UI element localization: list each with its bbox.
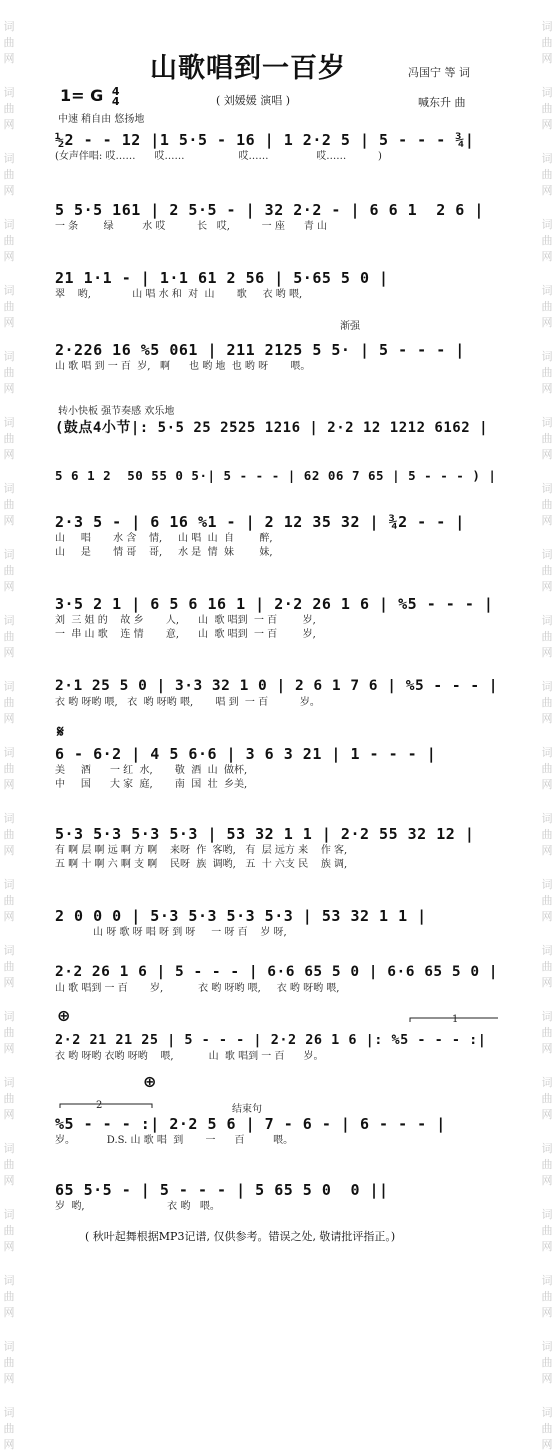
notation-line: 5·3 5·3 5·3 5·3 | 53 32 1 1 | 2·2 55 32 12 |	[55, 825, 475, 843]
lyric-line: 中 国 大 家 庭, 南 国 壮 乡美,	[55, 779, 248, 790]
watermark-glyph: 曲	[3, 1356, 15, 1369]
watermark-glyph: 词	[541, 680, 553, 693]
watermark-glyph: 网	[3, 580, 15, 593]
tempo-marking-2: 转小快板 强节奏感 欢乐地	[58, 406, 175, 417]
score-row	[55, 512, 500, 560]
watermark-glyph: 网	[541, 184, 553, 197]
lyric-line: 一 串 山 歌 连 情 意, 山 歌 唱到 一 百 岁,	[55, 629, 316, 640]
watermark-glyph: 网	[541, 250, 553, 263]
watermark-glyph: 曲	[541, 498, 553, 511]
watermark-glyph: 曲	[541, 1092, 553, 1105]
watermark-glyph: 网	[3, 184, 15, 197]
lyric-line: 刘 三 姐 的 故 乡 人, 山 歌 唱到 一 百 岁,	[55, 615, 316, 626]
watermark-glyph: 网	[3, 1438, 15, 1451]
watermark-glyph: 曲	[541, 432, 553, 445]
notation-line: %5 - - - :| 2·2 5 6 | 7 - 6 - | 6 - - - |	[55, 1115, 446, 1133]
notation-line: 6 - 6·2 | 4 5 6·6 | 3 6 3 21 | 1 - - - |	[55, 745, 437, 763]
lyric-line: (女声伴唱: 哎…… 哎…… 哎…… 哎…… )	[55, 151, 382, 162]
watermark-glyph: 曲	[3, 168, 15, 181]
watermark-glyph: 网	[3, 910, 15, 923]
watermark-glyph: 曲	[3, 1026, 15, 1039]
watermark-glyph: 网	[541, 514, 553, 527]
watermark-glyph: 词	[3, 812, 15, 825]
lyric-line: 五 啊 十 啊 六 啊 支 啊 民呀 族 调哟, 五 十 六支 民 族 调,	[55, 859, 348, 870]
time-top: 4	[111, 84, 120, 98]
watermark-glyph: 网	[3, 1108, 15, 1121]
watermark-glyph: 词	[541, 1274, 553, 1287]
watermark-glyph: 网	[541, 1306, 553, 1319]
watermark-glyph: 词	[3, 1142, 15, 1155]
watermark-glyph: 词	[541, 1076, 553, 1089]
score-row	[55, 1030, 500, 1064]
watermark-glyph: 网	[541, 1042, 553, 1055]
watermark-left	[2, 0, 16, 1452]
watermark-glyph: 曲	[541, 1422, 553, 1435]
notation-line: 5 6 1 2 50 55 0 5·| 5 - - - | 62 06 7 65 | 5 - - - ) |	[55, 468, 497, 483]
watermark-glyph: 网	[3, 52, 15, 65]
key-label: 1= G	[60, 86, 104, 105]
volta-2-label: 2	[96, 1100, 103, 1111]
watermark-glyph: 曲	[3, 498, 15, 511]
watermark-glyph: 词	[541, 1010, 553, 1023]
lyric-line: 翠 哟, 山 唱 水 和 对 山 歌 衣 哟 喂,	[55, 289, 303, 300]
notation-line: 2·2 21 21 25 | 5 - - - | 2·2 26 1 6 |: %5 - - - :|	[55, 1032, 487, 1048]
score-row	[55, 1114, 500, 1148]
notation-line: (鼓点4小节|: 5·5 25 2525 1216 | 2·2 12 1212 6162 |	[55, 420, 489, 436]
watermark-glyph: 曲	[541, 762, 553, 775]
lyric-line: 山 唱 水 含 情, 山 唱 山 自 醉,	[55, 533, 273, 544]
lyric-line: 岁。 D.S. 山 歌 唱 到 一 百 喂。	[55, 1135, 294, 1146]
watermark-glyph: 网	[3, 712, 15, 725]
watermark-glyph: 词	[541, 86, 553, 99]
key-signature	[60, 86, 119, 107]
watermark-glyph: 网	[541, 52, 553, 65]
ending-marking: 结束句	[232, 1104, 262, 1115]
watermark-glyph: 网	[3, 118, 15, 131]
watermark-glyph: 曲	[541, 1158, 553, 1171]
watermark-glyph: 曲	[3, 234, 15, 247]
watermark-glyph: 网	[541, 382, 553, 395]
watermark-glyph: 网	[541, 1240, 553, 1253]
watermark-glyph: 网	[3, 844, 15, 857]
composer-credit: 喊东升 曲	[418, 96, 466, 109]
watermark-glyph: 曲	[541, 102, 553, 115]
watermark-glyph: 词	[3, 1340, 15, 1353]
watermark-glyph: 词	[3, 878, 15, 891]
watermark-glyph: 曲	[3, 1224, 15, 1237]
watermark-glyph: 曲	[541, 960, 553, 973]
score-row	[55, 200, 500, 234]
watermark-glyph: 词	[3, 680, 15, 693]
watermark-glyph: 词	[3, 284, 15, 297]
watermark-glyph: 词	[3, 746, 15, 759]
notation-line: ½2 - - 12 |1 5·5 - 16 | 1 2·2 5 | 5 - - - ¾|	[55, 131, 475, 149]
lyric-line: 山 歌 唱到 一 百 岁, 衣 哟 呀哟 喂, 衣 哟 呀哟 喂,	[55, 983, 340, 994]
lyric-line: 岁 哟, 衣 哟 喂。	[55, 1201, 220, 1212]
watermark-glyph: 词	[3, 1010, 15, 1023]
watermark-glyph: 词	[3, 152, 15, 165]
watermark-glyph: 词	[541, 482, 553, 495]
notation-line: 2·3 5 - | 6 16 %1 - | 2 12 35 32 | ¾2 - - |	[55, 513, 465, 531]
coda-sign-icon-2: ⊕	[143, 1072, 157, 1091]
score-row	[55, 268, 500, 302]
lyric-line: 山 呀 歌 呀 唱 呀 到 呀 一 呀 百 岁 呀,	[55, 927, 287, 938]
watermark-glyph: 网	[541, 778, 553, 791]
notation-line: 65 5·5 - | 5 - - - | 5 65 5 0 0 ||	[55, 1181, 389, 1199]
notation-line: 5 5·5 161 | 2 5·5 - | 32 2·2 - | 6 6 1 2 6 |	[55, 201, 484, 219]
watermark-glyph: 网	[3, 976, 15, 989]
watermark-glyph: 词	[541, 1142, 553, 1155]
score-row	[55, 418, 500, 438]
watermark-glyph: 词	[541, 350, 553, 363]
score-row	[55, 906, 500, 940]
watermark-glyph: 曲	[541, 36, 553, 49]
watermark-glyph: 词	[541, 416, 553, 429]
watermark-glyph: 网	[3, 514, 15, 527]
watermark-glyph: 网	[541, 976, 553, 989]
notation-line: 3·5 2 1 | 6 5 6 16 1 | 2·2 26 1 6 | %5 - - - |	[55, 595, 494, 613]
lyric-line: 山 是 情 哥 哥, 水 是 情 妹 妹,	[55, 547, 273, 558]
crescendo-marking: 渐强	[340, 321, 360, 332]
watermark-glyph: 曲	[3, 1092, 15, 1105]
watermark-glyph: 网	[541, 118, 553, 131]
watermark-glyph: 曲	[541, 828, 553, 841]
watermark-glyph: 网	[541, 646, 553, 659]
watermark-glyph: 词	[3, 1076, 15, 1089]
watermark-glyph: 网	[541, 1438, 553, 1451]
watermark-glyph: 词	[3, 944, 15, 957]
watermark-glyph: 词	[3, 20, 15, 33]
tempo-marking: 中速 稍自由 悠扬地	[58, 114, 145, 125]
score-row	[55, 744, 500, 792]
watermark-glyph: 词	[3, 548, 15, 561]
watermark-glyph: 词	[3, 416, 15, 429]
watermark-glyph: 网	[541, 580, 553, 593]
watermark-glyph: 曲	[3, 432, 15, 445]
watermark-glyph: 网	[541, 712, 553, 725]
watermark-glyph: 曲	[3, 366, 15, 379]
watermark-glyph: 网	[3, 1240, 15, 1253]
notation-line: 2·1 25 5 0 | 3·3 32 1 0 | 2 6 1 7 6 | %5 - - - |	[55, 678, 499, 694]
watermark-glyph: 网	[541, 1108, 553, 1121]
song-title: 山歌唱到一百岁	[150, 53, 346, 84]
watermark-glyph: 曲	[541, 1290, 553, 1303]
watermark-glyph: 词	[3, 1274, 15, 1287]
watermark-glyph: 词	[541, 746, 553, 759]
watermark-glyph: 曲	[541, 234, 553, 247]
notation-line: 2·2 26 1 6 | 5 - - - | 6·6 65 5 0 | 6·6 65 5 0 |	[55, 964, 499, 980]
watermark-glyph: 曲	[3, 102, 15, 115]
watermark-glyph: 词	[541, 1406, 553, 1419]
score-row	[55, 1180, 500, 1214]
watermark-glyph: 网	[541, 448, 553, 461]
lyric-line: 衣 哟 呀哟 衣哟 呀哟 喂, 山 歌 唱到 一 百 岁。	[55, 1051, 324, 1062]
watermark-glyph: 词	[541, 284, 553, 297]
score-row	[55, 130, 500, 164]
footer-note: ( 秋叶起舞根据MP3记谱, 仅供参考。错误之处, 敬请批评指正。)	[85, 1230, 396, 1243]
watermark-glyph: 网	[541, 1372, 553, 1385]
watermark-glyph: 词	[541, 548, 553, 561]
lyric-line: 美 酒 一 红 水, 敬 酒 山 做杯,	[55, 765, 248, 776]
watermark-glyph: 曲	[3, 894, 15, 907]
watermark-glyph: 词	[541, 878, 553, 891]
watermark-glyph: 网	[3, 250, 15, 263]
score-row	[55, 594, 500, 642]
watermark-glyph: 网	[541, 316, 553, 329]
watermark-glyph: 曲	[541, 894, 553, 907]
volta-1-label: 1	[452, 1014, 459, 1025]
watermark-glyph: 词	[541, 1208, 553, 1221]
watermark-glyph: 曲	[541, 300, 553, 313]
lyric-line: 衣 哟 呀哟 喂, 衣 哟 呀哟 喂, 唱 到 一 百 岁。	[55, 697, 320, 708]
watermark-glyph: 词	[541, 614, 553, 627]
watermark-glyph: 网	[3, 1306, 15, 1319]
watermark-glyph: 网	[3, 1174, 15, 1187]
watermark-glyph: 曲	[3, 696, 15, 709]
notation-line: 21 1·1 - | 1·1 61 2 56 | 5·65 5 0 |	[55, 269, 389, 287]
watermark-glyph: 网	[541, 910, 553, 923]
watermark-glyph: 曲	[541, 168, 553, 181]
score-row	[55, 962, 500, 996]
watermark-glyph: 曲	[541, 366, 553, 379]
watermark-glyph: 曲	[3, 828, 15, 841]
watermark-glyph: 词	[3, 86, 15, 99]
watermark-glyph: 曲	[541, 696, 553, 709]
lyric-line: 一 条 绿 水 哎 长 哎, 一 座 青 山	[55, 221, 328, 232]
watermark-glyph: 词	[541, 152, 553, 165]
watermark-glyph: 曲	[3, 1422, 15, 1435]
watermark-glyph: 曲	[541, 1356, 553, 1369]
notation-line: 2·226 16 %5 061 | 211 2125 5 5· | 5 - - - |	[55, 341, 465, 359]
watermark-glyph: 词	[541, 218, 553, 231]
watermark-glyph: 网	[3, 778, 15, 791]
score-row	[55, 466, 500, 486]
watermark-glyph: 词	[541, 1340, 553, 1353]
watermark-glyph: 曲	[3, 762, 15, 775]
watermark-glyph: 词	[3, 1406, 15, 1419]
watermark-glyph: 曲	[3, 630, 15, 643]
watermark-glyph: 曲	[3, 1158, 15, 1171]
watermark-glyph: 曲	[3, 1290, 15, 1303]
watermark-glyph: 曲	[541, 564, 553, 577]
watermark-glyph: 词	[3, 614, 15, 627]
watermark-glyph: 词	[541, 944, 553, 957]
segno-sign-icon: 𝄋	[57, 722, 64, 741]
lyric-line: 山 歌 唱 到 一 百 岁, 啊 也 哟 地 也 哟 呀 喂。	[55, 361, 311, 372]
time-signature	[111, 84, 120, 108]
watermark-glyph: 曲	[541, 630, 553, 643]
score-row	[55, 676, 500, 710]
watermark-glyph: 网	[541, 1174, 553, 1187]
watermark-glyph: 曲	[3, 36, 15, 49]
watermark-glyph: 曲	[3, 960, 15, 973]
watermark-glyph: 曲	[3, 300, 15, 313]
time-bottom: 4	[111, 94, 120, 108]
score-row	[55, 824, 500, 872]
watermark-right	[540, 0, 554, 1452]
watermark-glyph: 词	[3, 350, 15, 363]
watermark-glyph: 词	[3, 218, 15, 231]
watermark-glyph: 词	[541, 20, 553, 33]
score-row	[55, 340, 500, 374]
notation-line: 2 0 0 0 | 5·3 5·3 5·3 5·3 | 53 32 1 1 |	[55, 907, 427, 925]
watermark-glyph: 词	[3, 482, 15, 495]
watermark-glyph: 网	[3, 1372, 15, 1385]
watermark-glyph: 网	[3, 646, 15, 659]
watermark-glyph: 曲	[541, 1026, 553, 1039]
watermark-glyph: 网	[3, 316, 15, 329]
watermark-glyph: 曲	[3, 564, 15, 577]
watermark-glyph: 网	[3, 448, 15, 461]
singer-credit: ( 刘媛媛 演唱 )	[216, 94, 291, 107]
watermark-glyph: 曲	[541, 1224, 553, 1237]
watermark-glyph: 词	[3, 1208, 15, 1221]
watermark-glyph: 词	[541, 812, 553, 825]
lyricist-credit: 冯国宁 等 词	[408, 66, 470, 79]
coda-sign-icon: ⊕	[57, 1006, 71, 1025]
lyric-line: 有 啊 层 啊 远 啊 方 啊 来呀 作 客哟, 有 层 远方 来 作 客,	[55, 845, 348, 856]
watermark-glyph: 网	[3, 382, 15, 395]
watermark-glyph: 网	[3, 1042, 15, 1055]
watermark-glyph: 网	[541, 844, 553, 857]
